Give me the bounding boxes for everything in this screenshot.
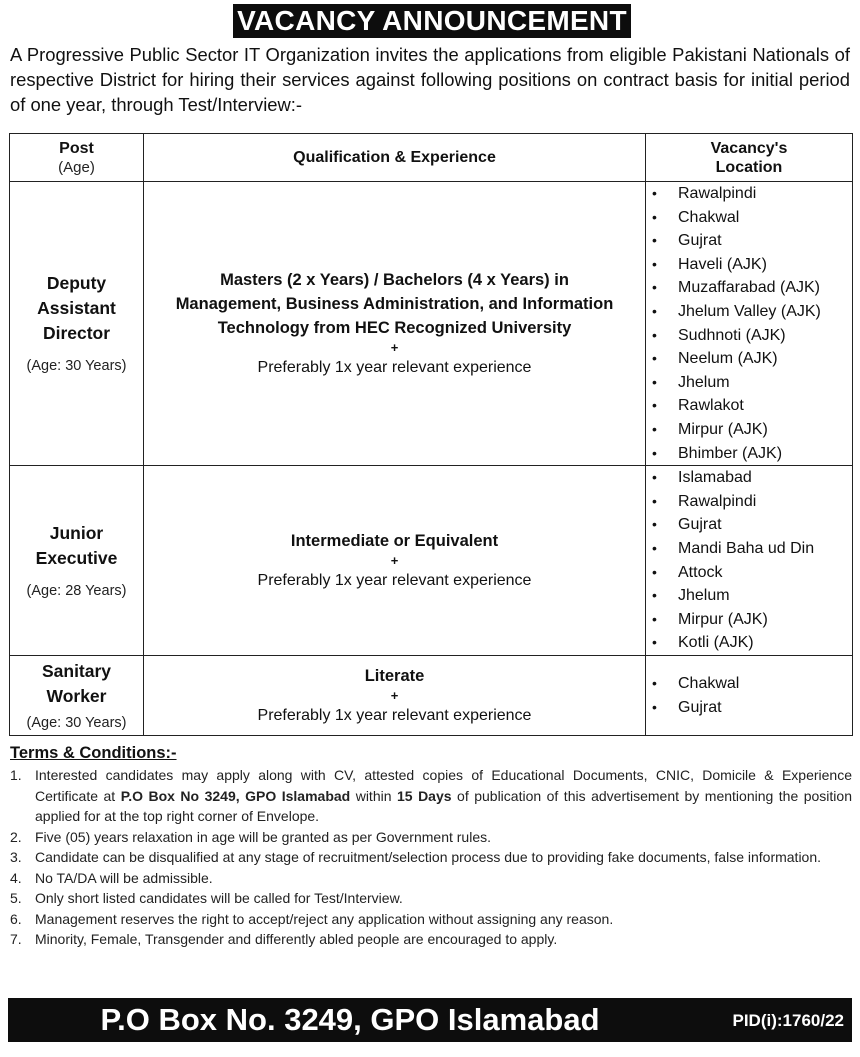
list-item: • Sudhnoti (AJK) [652,324,852,348]
qualification-line: Management, Business Administration, and Information [175,294,614,313]
list-item: • Islamabad [652,466,852,490]
po-box-highlight: P.O Box No 3249, GPO Islamabad [120,787,351,804]
term-number: 5. [10,890,22,906]
list-item: • Jhelum Valley (AJK) [652,300,852,324]
header-location-line2: Location [715,158,783,176]
plus-sign: + [390,552,399,568]
term-number: 3. [10,849,22,865]
list-item [10,765,852,827]
header-qualification: Qualification & Experience [144,134,646,182]
list-item: • Chakwal [652,672,852,696]
list-item: • Jhelum [652,584,852,608]
term-number: 2. [10,828,22,845]
page-title: VACANCY ANNOUNCEMENT [233,4,631,38]
location-list [646,182,852,465]
term-text: Candidate can be disqualified at any stage of recruitment/selection process due to providing fake documents, false information. [35,849,822,865]
qualification-cell [144,466,646,656]
term-text-part: Interested candidates may apply along with CV, attested copies of Educational Documents, CNIC, Domicile & Experience Certificate at [35,767,852,804]
header-post-label: Post [59,139,94,157]
terms-heading: Terms & Conditions:- [10,744,177,762]
post-name-line: Junior [49,522,104,543]
footer-bar [8,998,852,1042]
table-row [10,466,853,656]
list-item: • Rawalpindi [652,490,852,514]
list-item [10,868,852,889]
experience-line: Preferably 1x year relevant experience [257,571,532,589]
list-item: • Attock [652,561,852,585]
term-text: Five (05) years relaxation in age will be granted as per Government rules. [35,828,491,845]
post-name-line: Worker [46,685,107,706]
footer-pid: PID(i):1760/22 [732,1011,844,1030]
list-item: • Gujrat [652,513,852,537]
post-name-line: Executive [35,547,118,568]
qualification-line: Literate [364,666,425,685]
header-location [646,134,853,182]
qualification-line: Intermediate or Equivalent [290,531,499,550]
term-number: 6. [10,910,22,927]
post-name-line: Deputy [46,273,107,294]
qualification-line: Masters (2 x Years) / Bachelors (4 x Years) in [220,270,569,289]
list-item: • Rawalpindi [652,182,852,206]
term-text: Minority, Female, Transgender and differently abled people are encouraged to apply. [35,931,558,947]
post-age: (Age: 28 Years) [26,582,127,599]
term-text-part: of publication of this advertisement by mentioning the position applied for at the top right corner of Envelope. [35,787,852,824]
list-item: • Mirpur (AJK) [652,418,852,442]
list-item: • Muzaffarabad (AJK) [652,276,852,300]
location-cell [646,466,853,656]
list-item: • Gujrat [652,696,852,720]
header-location-line1: Vacancy's [710,139,788,157]
list-item: • Haveli (AJK) [652,253,852,277]
list-item: • Bhimber (AJK) [652,442,852,466]
experience-line: Preferably 1x year relevant experience [257,358,532,376]
term-number: 1. [10,767,22,783]
footer-address: P.O Box No. 3249, GPO Islamabad [100,1002,600,1037]
qualification-cell [144,656,646,736]
term-text: No TA/DA will be admissible. [35,869,213,886]
list-item [10,847,852,868]
vacancy-table [9,133,853,736]
term-number: 7. [10,931,22,947]
list-item: • Chakwal [652,206,852,230]
days-highlight: 15 Days [397,787,452,804]
term-text: Only short listed candidates will be called for Test/Interview. [35,890,403,906]
location-cell [646,182,853,466]
term-number: 4. [10,869,22,886]
list-item [10,909,852,930]
post-name-line: Director [42,323,111,344]
table-header-row [10,134,853,182]
post-cell [10,656,144,736]
header-post [10,134,144,182]
location-list [646,672,852,719]
list-item: • Mirpur (AJK) [652,608,852,632]
plus-sign: + [390,687,399,703]
list-item [10,888,852,909]
list-item [10,929,852,950]
post-name-line: Assistant [37,298,116,319]
term-text: Management reserves the right to accept/reject any application without assigning any reason. [35,910,614,927]
experience-line: Preferably 1x year relevant experience [257,706,532,724]
post-cell [10,466,144,656]
post-cell [10,182,144,466]
list-item: • Neelum (AJK) [652,347,852,371]
table-row [10,656,853,736]
list-item [10,827,852,848]
post-name-line: Sanitary [41,660,112,681]
list-item: • Kotli (AJK) [652,631,852,655]
term-text-part: within [350,787,397,804]
plus-sign: + [390,339,399,355]
qualification-line: Technology from HEC Recognized University [217,318,572,337]
table-row [10,182,853,466]
intro-paragraph: A Progressive Public Sector IT Organization invites the applications from eligible Pakistani Nationals of respective District for hiring their services against following positions on contract basis for initial period of one year, through Test/Interview:- [10,44,850,115]
list-item: • Jhelum [652,371,852,395]
list-item: • Gujrat [652,229,852,253]
terms-list [10,765,852,950]
location-list [646,466,852,655]
post-age: (Age: 30 Years) [26,358,127,375]
list-item: • Rawlakot [652,394,852,418]
term-text [35,765,852,827]
list-item: • Mandi Baha ud Din [652,537,852,561]
qualification-cell [144,182,646,466]
location-cell [646,656,853,736]
post-age: (Age: 30 Years) [26,714,127,731]
header-post-age: (Age) [58,158,95,176]
